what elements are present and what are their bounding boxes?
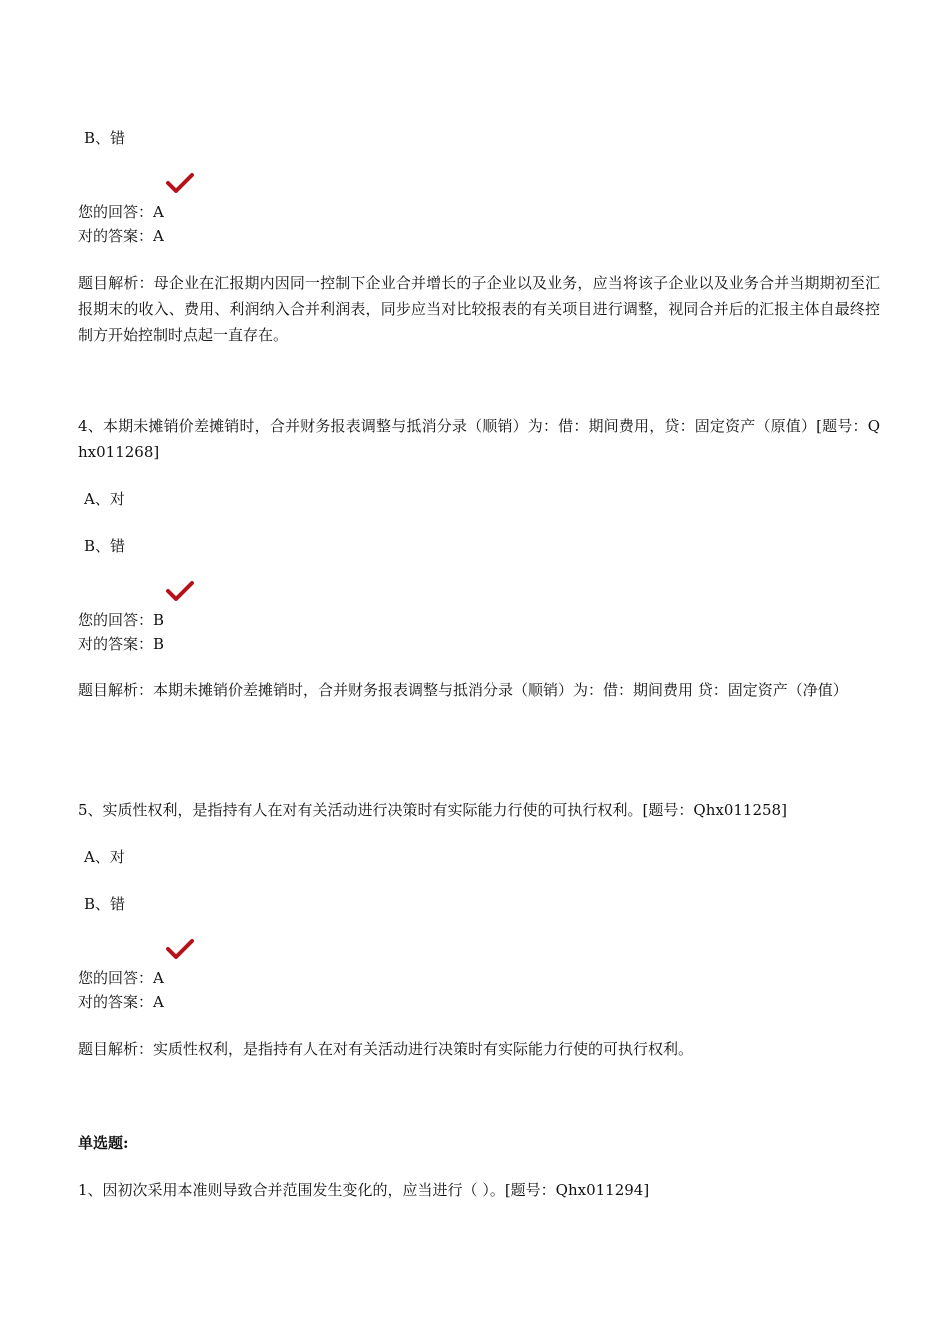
q5-correct-answer: 对的答案：A <box>78 993 164 1011</box>
checkmark-icon <box>166 172 194 194</box>
q5-your-answer: 您的回答：A <box>78 969 164 987</box>
q4-option-a[interactable]: A、对 <box>84 490 125 508</box>
q3-your-answer: 您的回答：A <box>78 203 164 221</box>
q4-option-b[interactable]: B、错 <box>84 537 126 555</box>
checkmark-icon <box>166 580 194 602</box>
q5-option-b[interactable]: B、错 <box>84 895 126 913</box>
q4-your-answer: 您的回答：B <box>78 611 165 629</box>
q5-analysis: 题目解析：实质性权利，是指持有人在对有关活动进行决策时有实际能力行使的可执行权利。 <box>78 1040 694 1058</box>
q3-analysis: 题目解析：母企业在汇报期内因同一控制下企业合并增长的子企业以及业务，应当将该子企业以及业务合并当期期初至汇报期末的收入、费用、利润纳入合并利润表，同步应当对比较报表的有关项目进行调整，视同合并后的汇报主体自最终控制方开始控制时点起一直存在。 <box>78 274 880 344</box>
sc-q1-question: 1、因初次采用本准则导致合并范围发生变化的，应当进行（ ）。[题号：Qhx011294] <box>78 1181 650 1199</box>
q4-analysis: 题目解析：本期未摊销价差摊销时，合并财务报表调整与抵消分录（顺销）为：借：期间费用 贷：固定资产（净值） <box>78 681 848 699</box>
q3-option-b[interactable]: B、错 <box>84 129 126 147</box>
section-heading-single-choice: 单选题: <box>78 1134 129 1152</box>
q4-correct-answer: 对的答案：B <box>78 635 165 653</box>
q5-option-a[interactable]: A、对 <box>84 848 125 866</box>
q5-question: 5、实质性权利，是指持有人在对有关活动进行决策时有实际能力行使的可执行权利。[题号：Qhx011258] <box>78 801 787 819</box>
q3-correct-answer: 对的答案：A <box>78 227 164 245</box>
checkmark-icon <box>166 938 194 960</box>
q4-question: 4、本期未摊销价差摊销时，合并财务报表调整与抵消分录（顺销）为：借：期间费用，贷：固定资产（原值）[题号：Qhx011268] <box>78 417 880 461</box>
